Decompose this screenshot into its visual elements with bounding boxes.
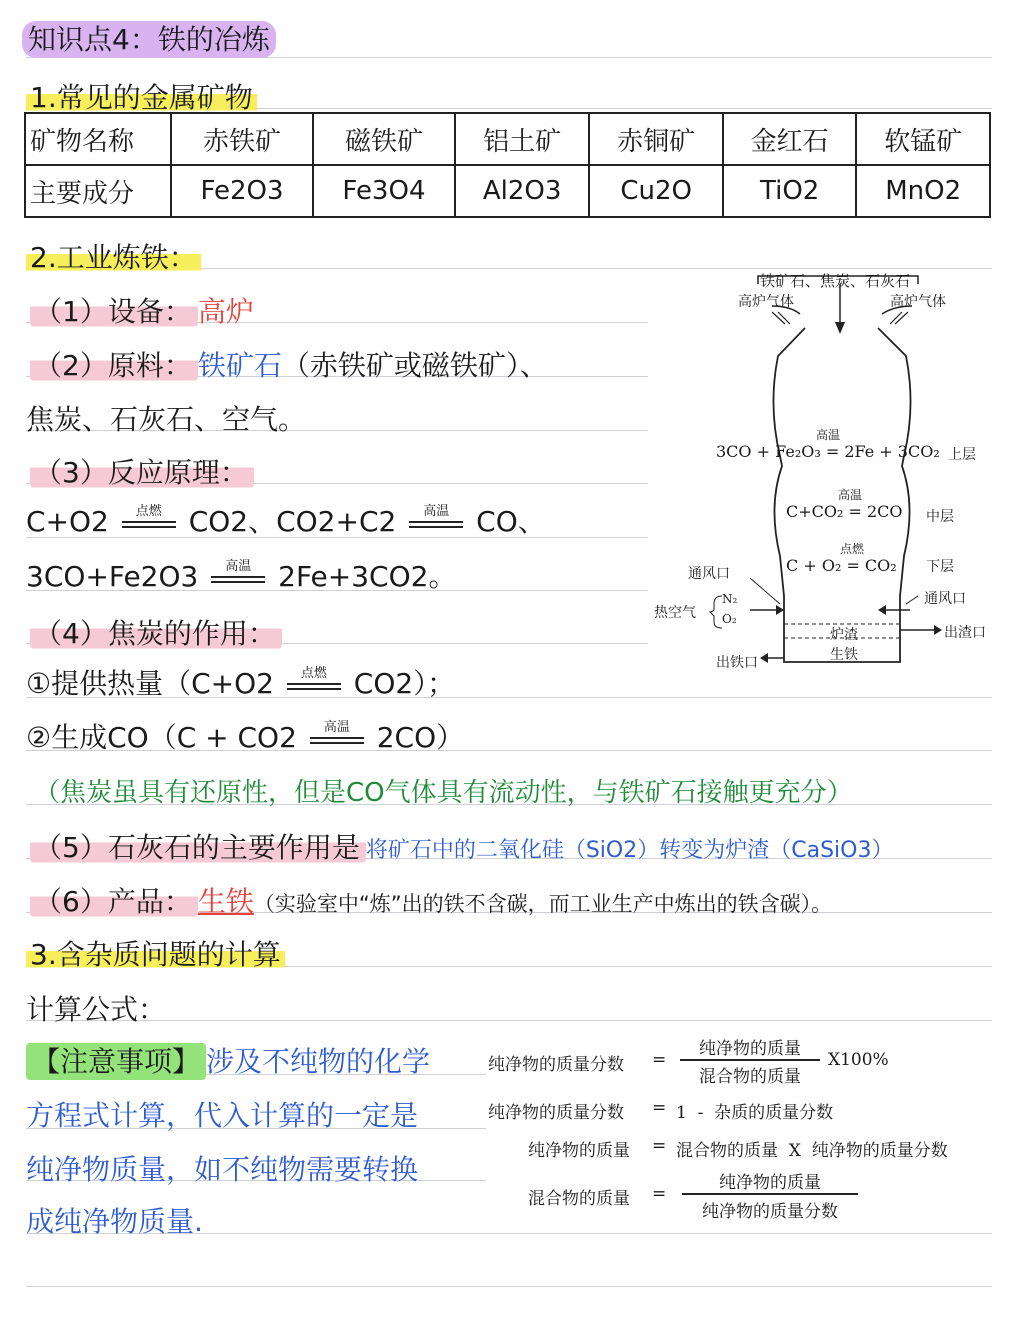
equipment-line (30, 290, 254, 330)
n2-label: N₂ (722, 592, 738, 606)
formula-panel (486, 1034, 996, 1234)
table-cell: Fe3O4 (313, 165, 455, 217)
feed-label: 铁矿石、焦炭、石灰石 (760, 272, 911, 290)
table-cell: 赤铁矿 (171, 113, 313, 165)
note-line-3: 纯净物质量，如不纯物需要转换 (26, 1153, 419, 1186)
coke-role-line (30, 612, 282, 652)
reaction-text: 2CO） (376, 721, 465, 754)
condition-text: 高温 (423, 503, 450, 519)
gas-label-left: 高炉气体 (738, 294, 794, 310)
minerals-table (24, 112, 991, 218)
section2-title-text: 2.工业炼铁： (26, 241, 201, 274)
f4-num: 纯净物的质量 (719, 1173, 821, 1193)
ruled-line (26, 1286, 992, 1287)
furnace-svg (650, 266, 995, 676)
condition-text: 点燃 (135, 503, 162, 519)
f1-num: 纯净物的质量 (699, 1039, 801, 1059)
fraction-bar (680, 1059, 820, 1061)
f3-eq: = (652, 1136, 667, 1156)
equation-middle: C+CO₂ = 2CO (786, 502, 903, 521)
slag-label: 炉渣 (830, 627, 858, 643)
principle-label: （3）反应原理： (30, 456, 254, 489)
materials-label: （2）原料： (30, 349, 198, 382)
limestone-label: （5）石灰石的主要作用是 (30, 831, 366, 864)
table-cell: Cu2O (589, 165, 723, 217)
slag-out-label: 出渣口 (944, 625, 986, 641)
reaction-text: CO、 (476, 505, 546, 538)
limestone-line (30, 826, 893, 866)
reaction-line-1 (26, 500, 546, 542)
table-cell: 金红石 (723, 113, 857, 165)
f1-eq: = (652, 1050, 667, 1070)
table-cell: 赤铜矿 (589, 113, 723, 165)
materials-line2: 焦炭、石灰石、空气。 (26, 403, 307, 436)
reaction-text: ①提供热量（C+O2 (26, 667, 274, 700)
table-cell: 铝土矿 (455, 113, 589, 165)
f4-left: 混合物的质量 (528, 1189, 630, 1209)
table-cell: TiO2 (723, 165, 857, 217)
condition-text: 高温 (323, 719, 350, 735)
coke-role-label: （4）焦炭的作用： (30, 617, 282, 650)
f4-den: 纯净物的质量分数 (702, 1202, 838, 1222)
table-cell: Al2O3 (455, 165, 589, 217)
reaction-line-2 (26, 555, 456, 597)
fraction-bar (682, 1193, 858, 1195)
condition-text: 高温 (838, 488, 863, 502)
f1-den: 混合物的质量 (699, 1067, 801, 1087)
iron-out-label: 出铁口 (716, 655, 758, 671)
table-cell: MnO2 (856, 165, 990, 217)
condition-text: 点燃 (300, 665, 327, 681)
vent-label-right: 通风口 (924, 591, 966, 607)
ruled-line (26, 1020, 992, 1021)
reaction-text: 2Fe+3CO2。 (278, 560, 457, 593)
table-cell: Fe2O3 (171, 165, 313, 217)
reaction-text: C+O2 (26, 505, 109, 538)
product-note: （实验室中“炼”出的铁不含碳，而工业生产中炼出的铁含碳）。 (253, 892, 833, 916)
equation-upper: 3CO + Fe₂O₃ = 2Fe + 3CO₂ (716, 442, 940, 461)
hot-air-label: 热空气 (654, 605, 696, 621)
principle-line (30, 451, 254, 491)
page-title-text: 知识点4：铁的冶炼 (22, 21, 276, 58)
condition-text: 高温 (225, 558, 252, 574)
table-cell: 主要成分 (25, 165, 171, 217)
table-row (25, 113, 990, 165)
table-cell: 磁铁矿 (313, 113, 455, 165)
f4-eq: = (652, 1184, 667, 1204)
f3-left: 纯净物的质量 (528, 1141, 630, 1161)
coke-use-2 (26, 716, 464, 758)
condition-sign (211, 560, 265, 597)
layer-upper: 上层 (948, 447, 976, 463)
pig-iron-label: 生铁 (830, 647, 858, 663)
f1-left: 纯净物的质量分数 (488, 1055, 624, 1075)
layer-middle: 中层 (926, 509, 954, 525)
section3-title (26, 933, 285, 973)
equipment-label: （1）设备： (30, 295, 198, 328)
table-cell: 矿物名称 (25, 113, 171, 165)
materials-rest: （赤铁矿或磁铁矿）、 (281, 349, 548, 382)
reaction-text: ②生成CO（C + CO2 (26, 721, 297, 754)
materials-value: 铁矿石 (197, 349, 282, 382)
f2-right: 1 - 杂质的质量分数 (676, 1103, 834, 1123)
f2-eq: = (652, 1098, 667, 1118)
product-label: （6）产品： (30, 885, 198, 918)
condition-sign (122, 505, 176, 542)
coke-use-1 (26, 662, 455, 704)
condition-text: 点燃 (840, 542, 865, 556)
equation-lower: C + O₂ = CO₂ (786, 556, 897, 575)
o2-label: O₂ (722, 612, 737, 626)
condition-sign (310, 721, 364, 758)
f3-right: 混合物的质量 X 纯净物的质量分数 (676, 1141, 948, 1161)
layer-lower: 下层 (926, 559, 954, 575)
blast-furnace-diagram (650, 266, 995, 676)
reaction-text: 3CO+Fe2O3 (26, 560, 199, 593)
coke-note: （焦炭虽具有还原性，但是CO气体具有流动性，与铁矿石接触更充分） (34, 778, 853, 808)
vent-label-left: 通风口 (688, 566, 730, 582)
limestone-value: 将矿石中的二氧化硅（SiO2）转变为炉渣（CaSiO3） (365, 838, 894, 863)
product-line (30, 880, 832, 920)
note-text: 涉及不纯物的化学 (206, 1045, 431, 1078)
section1-title-text: 1.常见的金属矿物 (26, 81, 257, 114)
materials-line (30, 344, 548, 384)
note-tag: 【注意事项】 (26, 1043, 206, 1080)
table-cell: 软锰矿 (856, 113, 990, 165)
section2-title (26, 236, 201, 276)
page-title (22, 18, 276, 58)
f1-right: X100% (828, 1050, 889, 1070)
formula-label: 计算公式： (26, 993, 167, 1026)
condition-text: 高温 (816, 428, 841, 442)
section1-title (26, 76, 257, 116)
equipment-value: 高炉 (197, 295, 254, 328)
condition-sign (409, 505, 463, 542)
reaction-text: CO2、CO2+C2 (188, 505, 397, 538)
note-line-1 (26, 1040, 430, 1080)
reaction-text: CO2）； (353, 667, 456, 700)
gas-label-right: 高炉气体 (890, 294, 946, 310)
section3-title-text: 3.含杂质问题的计算 (26, 938, 285, 971)
condition-sign (287, 667, 341, 704)
f2-left: 纯净物的质量分数 (488, 1103, 624, 1123)
note-line-2: 方程式计算，代入计算的一定是 (26, 1099, 419, 1132)
table-row (25, 165, 990, 217)
product-value: 生铁 (197, 885, 254, 918)
note-line-4: 成纯净物质量. (26, 1205, 203, 1238)
